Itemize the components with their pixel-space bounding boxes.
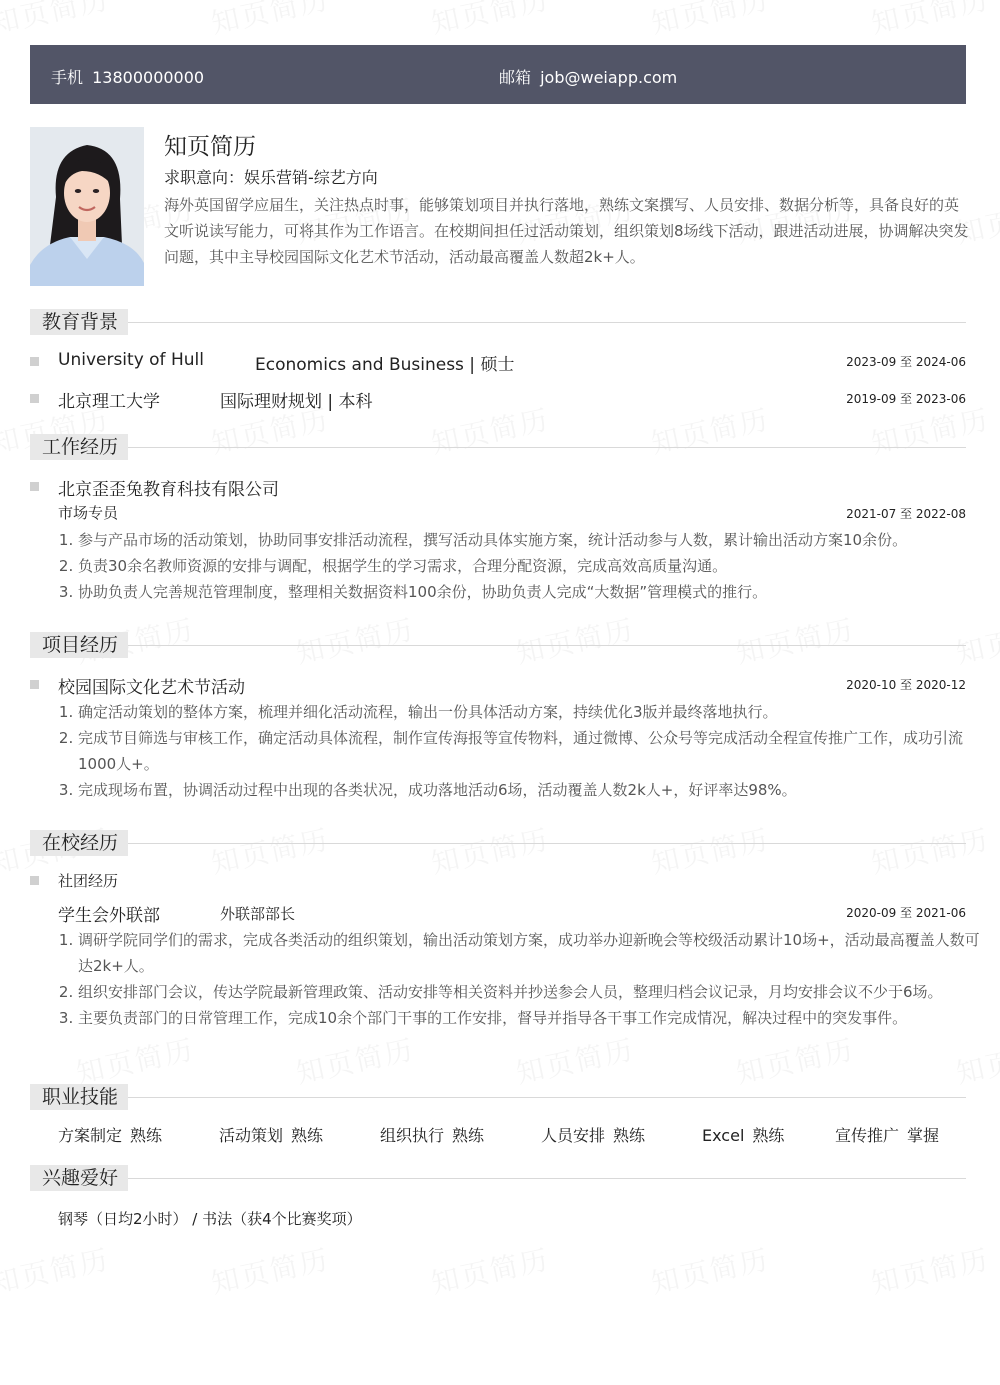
skill-name: 活动策划 (219, 1126, 284, 1145)
campus-points (58, 927, 983, 1031)
skill-item (219, 1123, 323, 1146)
skill-item (380, 1123, 484, 1146)
watermark-text (0, 0, 113, 42)
skill-level: 熟练 (752, 1126, 785, 1145)
phone-number: 13800000000 (92, 68, 205, 87)
section-title-hobbies: 兴趣爱好 (30, 1165, 128, 1191)
project-date: 2020-10 至 2020-12 (846, 678, 966, 692)
list-item: 2. 组织安排部门会议，传达学院最新管理政策、活动安排等相关资料并抄送参会人员，整理归档会议记录，月均安排会议不少于6场。 (78, 979, 983, 1005)
list-item: 3. 协助负责人完善规范管理制度，整理相关数据资料100余份，协助负责人完成“大数据”管理模式的推行。 (78, 579, 983, 605)
skill-name: 宣传推广 (835, 1126, 900, 1145)
section-title-education: 教育背景 (30, 309, 128, 335)
section-title-campus: 在校经历 (30, 830, 128, 856)
list-item: 1. 确定活动策划的整体方案，梳理并细化活动流程，输出一份具体活动方案，持续优化3版并最终落地执行。 (78, 699, 983, 725)
list-item: 3. 主要负责部门的日常管理工作，完成10余个部门干事的工作安排，督导并指导各干事工作完成情况，解决过程中的突发事件。 (78, 1005, 983, 1031)
email-address: job@weiapp.com (540, 68, 678, 87)
hobby-text: 钢琴（日均2小时） / 书法（获4个比赛奖项） (58, 1210, 362, 1228)
edu-major: Economics and Business | 硕士 (255, 355, 515, 375)
watermark-text (867, 1238, 993, 1302)
watermark-text (867, 398, 993, 462)
bullet-icon (30, 680, 39, 689)
list-item: 1. 参与产品市场的活动策划，协助同事安排活动流程，撰写活动具体实施方案，统计活动参与人数，累计输出活动方案10余份。 (78, 527, 983, 553)
skill-level: 熟练 (452, 1126, 485, 1145)
watermark-text (427, 818, 553, 882)
edu-school: 北京理工大学 (58, 392, 160, 412)
list-item: 2. 完成节目筛选与审核工作，确定活动具体流程，制作宣传海报等宣传物料，通过微博、公众号等完成活动全程宣传推广工作，成功引流1000人+。 (78, 725, 983, 777)
section-divider (30, 645, 966, 646)
project-name: 校园国际文化艺术节活动 (58, 678, 245, 698)
job-intent (164, 165, 378, 188)
skill-item (58, 1123, 162, 1146)
watermark-text (292, 1028, 418, 1092)
campus-role: 外联部部长 (220, 905, 296, 923)
watermark-text (732, 1028, 858, 1092)
watermark-text (207, 0, 333, 42)
watermark-text (292, 608, 418, 672)
watermark-text (647, 398, 773, 462)
watermark-text (72, 1028, 198, 1092)
skill-name: 组织执行 (380, 1126, 445, 1145)
portrait-photo (30, 127, 144, 286)
watermark-text (0, 1238, 113, 1302)
email-label: 邮箱 (499, 68, 532, 87)
avatar (30, 127, 144, 286)
watermark-text (952, 1028, 1000, 1092)
watermark-text (867, 818, 993, 882)
watermark-text (512, 608, 638, 672)
watermark-text (867, 0, 993, 42)
watermark-text (207, 1238, 333, 1302)
phone-label: 手机 (51, 68, 84, 87)
project-points (58, 699, 983, 803)
bullet-icon (30, 357, 39, 366)
job-intent-label: 求职意向： (164, 168, 245, 187)
section-divider (30, 1097, 966, 1098)
list-item: 3. 完成现场布置，协调活动过程中出现的各类状况，成功落地活动6场，活动覆盖人数2k人+，好评率达98%。 (78, 777, 983, 803)
skill-name: 人员安排 (541, 1126, 606, 1145)
edu-school: University of Hull (58, 350, 204, 370)
watermark-text (952, 608, 1000, 672)
work-company: 北京歪歪兔教育科技有限公司 (58, 480, 279, 500)
skill-item (541, 1123, 645, 1146)
skill-level: 熟练 (130, 1126, 163, 1145)
watermark-text (647, 0, 773, 42)
skill-name: 方案制定 (58, 1126, 123, 1145)
list-item: 2. 负责30余名教师资源的安排与调配，根据学生的学习需求，合理分配资源，完成高效高质量沟通。 (78, 553, 983, 579)
edu-date: 2023-09 至 2024-06 (846, 355, 966, 369)
section-title-skills: 职业技能 (30, 1084, 128, 1110)
section-title-work: 工作经历 (30, 434, 128, 460)
email-info (499, 65, 677, 88)
watermark-text (427, 1238, 553, 1302)
work-role: 市场专员 (58, 504, 119, 522)
skill-level: 熟练 (291, 1126, 324, 1145)
job-intent-value: 娱乐营销-综艺方向 (244, 168, 378, 187)
skill-item (702, 1123, 784, 1146)
edu-date: 2019-09 至 2023-06 (846, 392, 966, 406)
section-divider (30, 322, 966, 323)
campus-category: 社团经历 (58, 872, 119, 890)
work-points (58, 527, 983, 605)
watermark-text (427, 398, 553, 462)
watermark-text (207, 818, 333, 882)
watermark-text (732, 608, 858, 672)
section-title-project: 项目经历 (30, 632, 128, 658)
skill-name: Excel (702, 1126, 745, 1145)
skill-list (58, 1123, 958, 1145)
edu-major: 国际理财规划 | 本科 (220, 392, 373, 412)
section-divider (30, 447, 966, 448)
skill-level: 掌握 (907, 1126, 940, 1145)
list-item: 1. 调研学院同学们的需求，完成各类活动的组织策划，输出活动策划方案，成功举办迎新晚会等校级活动累计10场+，活动最高覆盖人数可达2k+人。 (78, 927, 983, 979)
self-summary: 海外英国留学应届生，关注热点时事，能够策划项目并执行落地，熟练文案撰写、人员安排、数据分析等，具备良好的英文听说读写能力，可将其作为工作语言。在校期间担任过活动策划，组织策划8场线下活动，跟进活动进展，协调解决突发问题，其中主导校园国际文化艺术节活动，活动最高覆盖人数超2k+人。 (164, 196, 969, 266)
watermark-text (512, 1028, 638, 1092)
section-divider (30, 1178, 966, 1179)
phone-info (51, 65, 204, 88)
watermark-text (647, 818, 773, 882)
work-date: 2021-07 至 2022-08 (846, 507, 966, 521)
skill-item (835, 1123, 939, 1146)
campus-org: 学生会外联部 (58, 906, 160, 926)
section-divider (30, 843, 966, 844)
bullet-icon (30, 482, 39, 491)
contact-bar (30, 45, 966, 104)
bullet-icon (30, 394, 39, 403)
watermark-text (647, 1238, 773, 1302)
watermark-text (427, 0, 553, 42)
bullet-icon (30, 876, 39, 885)
candidate-name: 知页简历 (164, 134, 256, 160)
campus-date: 2020-09 至 2021-06 (846, 906, 966, 920)
skill-level: 熟练 (613, 1126, 646, 1145)
